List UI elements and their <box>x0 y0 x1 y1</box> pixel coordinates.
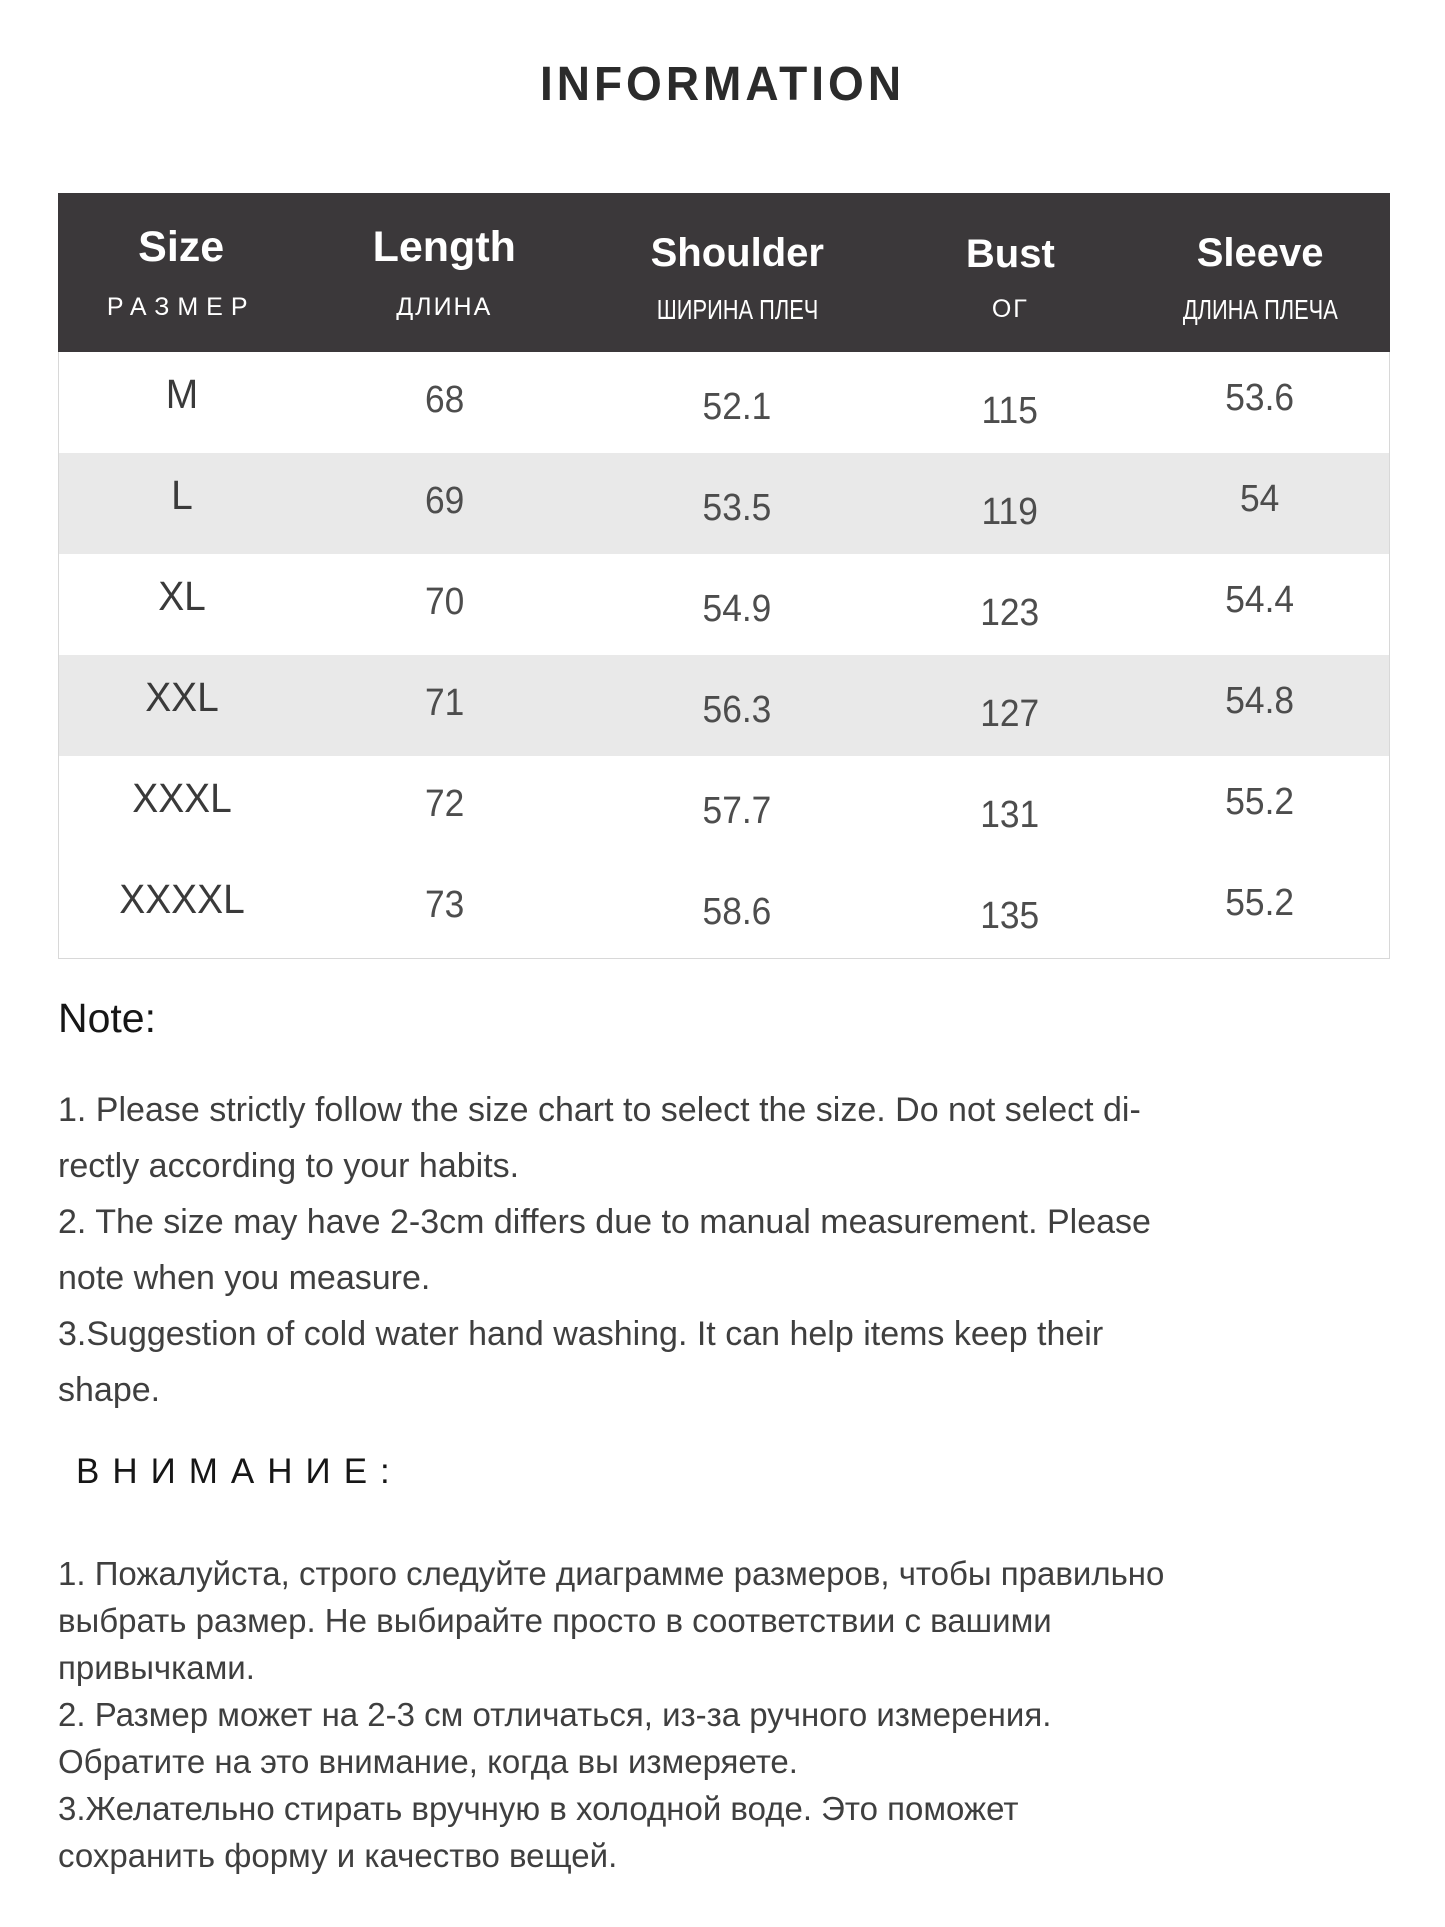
measurement-cell: 53.5 <box>702 487 772 529</box>
measurement-cell: 73 <box>425 884 465 926</box>
measurement-cell: 119 <box>981 491 1039 533</box>
size-table-body <box>58 352 1390 959</box>
note-line: 2. Размер может на 2-3 см отличаться, из-за ручного измерения. <box>58 1696 1052 1733</box>
column-header-shoulder <box>584 193 890 352</box>
measurement-cell: 72 <box>425 783 465 825</box>
measurement-cell: 70 <box>425 581 465 623</box>
size-cell: XXXXL <box>119 876 245 922</box>
note-line: 1. Please strictly follow the size chart to select the size. Do not select di- <box>58 1091 1141 1129</box>
note-line: выбрать размер. Не выбирайте просто в соответствии с вашими <box>58 1602 1052 1639</box>
column-header-ru-label: ШИРИНА ПЛЕЧ <box>656 293 819 325</box>
note-line: shape. <box>58 1371 161 1409</box>
table-row <box>59 352 1389 453</box>
measurement-cell: 135 <box>980 895 1040 937</box>
column-header-en-label: Size <box>138 222 225 271</box>
measurement-cell: 131 <box>980 794 1040 836</box>
size-cell: XL <box>158 573 206 619</box>
measurement-cell: 123 <box>980 592 1040 634</box>
measurement-cell: 58.6 <box>702 891 772 933</box>
notes-en-heading: Note: <box>58 995 156 1041</box>
column-header-sleeve <box>1130 193 1390 352</box>
measurement-cell: 127 <box>980 693 1040 735</box>
column-header-ru-label: ДЛИНА ПЛЕЧА <box>1182 293 1338 325</box>
note-line: 1. Пожалуйста, строго следуйте диаграмме размеров, чтобы правильно <box>58 1555 1165 1592</box>
column-header-en-label: Bust <box>965 232 1055 276</box>
table-row <box>59 655 1389 756</box>
column-header-en-label: Length <box>372 222 516 271</box>
measurement-cell: 54.4 <box>1224 579 1294 621</box>
table-row <box>59 857 1389 958</box>
note-line: rectly according to your habits. <box>58 1147 520 1185</box>
column-header-ru-label: ОГ <box>991 295 1029 323</box>
measurement-cell: 55.2 <box>1224 882 1294 924</box>
measurement-cell: 115 <box>981 390 1039 432</box>
measurement-cell: 53.6 <box>1224 377 1294 419</box>
size-cell: M <box>165 371 199 417</box>
page-title: INFORMATION <box>539 55 906 111</box>
column-header-en-label: Sleeve <box>1196 230 1324 275</box>
column-header-size <box>58 193 304 352</box>
measurement-cell: 54 <box>1239 478 1279 520</box>
column-header-bust <box>890 193 1130 352</box>
column-header-ru-label: ДЛИНА <box>396 292 493 321</box>
size-cell: XXL <box>145 674 219 720</box>
note-line: 3.Suggestion of cold water hand washing. It can help items keep their <box>58 1315 1104 1353</box>
measurement-cell: 54.8 <box>1224 680 1294 722</box>
table-row <box>59 453 1389 554</box>
note-line: note when you measure. <box>58 1259 431 1297</box>
measurement-cell: 54.9 <box>702 588 772 630</box>
note-line: привычками. <box>58 1649 255 1686</box>
size-cell: XXXL <box>132 775 232 821</box>
measurement-cell: 57.7 <box>702 790 772 832</box>
note-line: сохранить форму и качество вещей. <box>58 1837 618 1874</box>
notes-ru-text <box>58 1550 1390 1879</box>
notes-english-section <box>58 995 1390 1418</box>
column-header-en-label: Shoulder <box>650 230 824 275</box>
table-row <box>59 554 1389 655</box>
notes-ru-heading: ВНИМАНИЕ: <box>76 1452 403 1491</box>
measurement-cell: 69 <box>425 480 465 522</box>
size-table-header <box>58 193 1390 352</box>
column-header-length <box>304 193 584 352</box>
size-table <box>58 193 1390 959</box>
notes-russian-section <box>58 1452 1390 1879</box>
column-header-ru-label: РАЗМЕР <box>106 292 256 321</box>
measurement-cell: 71 <box>425 682 465 724</box>
table-row <box>59 756 1389 857</box>
note-line: 2. The size may have 2-3cm differs due to manual measurement. Please <box>58 1203 1151 1241</box>
note-line: Обратите на это внимание, когда вы измеряете. <box>58 1743 798 1780</box>
measurement-cell: 52.1 <box>702 386 772 428</box>
note-line: 3.Желательно стирать вручную в холодной воде. Это поможет <box>58 1790 1019 1827</box>
size-cell: L <box>171 472 193 518</box>
measurement-cell: 55.2 <box>1224 781 1294 823</box>
notes-en-text <box>58 1082 1390 1418</box>
measurement-cell: 68 <box>425 379 465 421</box>
measurement-cell: 56.3 <box>702 689 772 731</box>
